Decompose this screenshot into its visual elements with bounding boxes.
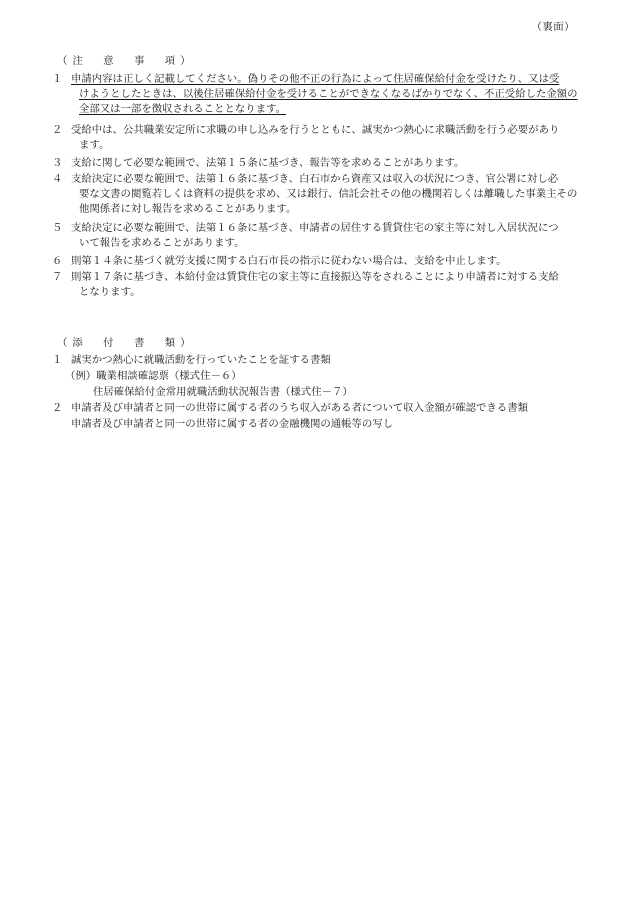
note-text-first: 受給中は、公共職業安定所に求職の申し込みを行うとともに、誠実かつ熱心に求職活動を行う必要があり bbox=[71, 124, 560, 136]
note-text-first: 支給決定に必要な範囲で、法第１６条に基づき、白石市から資産又は収入の状況につき、官公署に対し必 bbox=[71, 173, 559, 185]
note-item-5 bbox=[52, 221, 582, 251]
note-item-3 bbox=[52, 156, 582, 171]
example-item: 住居確保給付金常用就職活動状況報告書（様式住－７） bbox=[93, 386, 353, 398]
attachment-text: 申請者及び申請者と同一の世帯に属する者のうち収入がある者について収入金額が確認できる書類 bbox=[71, 402, 528, 414]
note-number: ４ bbox=[52, 173, 63, 185]
note-text-rest: けようとしたときは、以後住居確保給付金を受けることができなくなるばかりでなく、不正受給した金額の全部又は一部を徴収されることとなります。 bbox=[79, 88, 578, 115]
note-text-rest: ます。 bbox=[79, 139, 110, 151]
attachment-number: ２ bbox=[52, 402, 63, 414]
attachment-example-row bbox=[65, 369, 242, 384]
attachments-heading: （添 付 書 類） bbox=[57, 337, 196, 349]
notes-heading: （注 意 事 項） bbox=[57, 55, 196, 67]
note-number: ６ bbox=[52, 255, 63, 267]
note-text-rest: 要な文書の閲覧若しくは資料の提供を求め、又は銀行、信託会社その他の機関若しくは離職した事業主その他関係者に対し報告を求めることがあります。 bbox=[79, 188, 578, 215]
note-number: ５ bbox=[52, 222, 63, 234]
note-item-2 bbox=[52, 123, 582, 153]
note-item-7 bbox=[52, 270, 582, 300]
example-item: 職業相談確認票（様式住－６） bbox=[96, 370, 242, 382]
note-text-first: 支給決定に必要な範囲で、法第１６条に基づき、申請者の居住する賃貸住宅の家主等に対し入居状況につ bbox=[71, 222, 559, 234]
note-text-rest: いて報告を求めることがあります。 bbox=[79, 237, 245, 249]
note-item-1 bbox=[52, 72, 582, 117]
note-item-6 bbox=[52, 254, 582, 269]
note-number: ２ bbox=[52, 124, 63, 136]
attachment-item-2 bbox=[52, 401, 582, 416]
note-text-rest: となります。 bbox=[79, 286, 141, 298]
note-text-first: 則第１７条に基づき、本給付金は賃貸住宅の家主等に直接振込等をされることにより申請者に対する支給 bbox=[71, 271, 559, 283]
attachment-text: 誠実かつ熱心に就職活動を行っていたことを証する書類 bbox=[71, 354, 331, 366]
note-number: ７ bbox=[52, 271, 63, 283]
attachment-detail-text: 申請者及び申請者と同一の世帯に属する者の金融機関の通帳等の写し bbox=[71, 418, 394, 430]
page-side-label: （裏面） bbox=[531, 21, 575, 33]
note-number: ３ bbox=[52, 157, 63, 169]
note-text-first: 申請内容は正しく記載してください。偽りその他不正の行為によって住居確保給付金を受けたり、又は受 bbox=[71, 73, 560, 85]
attachment-number: １ bbox=[52, 354, 63, 366]
note-number: １ bbox=[52, 73, 63, 85]
attachment-item-1 bbox=[52, 353, 582, 368]
note-item-4 bbox=[52, 172, 582, 217]
example-label: （例） bbox=[65, 370, 97, 382]
attachment-example-row bbox=[93, 385, 353, 400]
note-text-first: 支給に関して必要な範囲で、法第１５条に基づき、報告等を求めることがあります。 bbox=[71, 157, 465, 169]
note-text-first: 則第１４条に基づく就労支援に関する白石市長の指示に従わない場合は、支給を中止します。 bbox=[71, 255, 507, 267]
attachment-detail bbox=[71, 417, 393, 432]
